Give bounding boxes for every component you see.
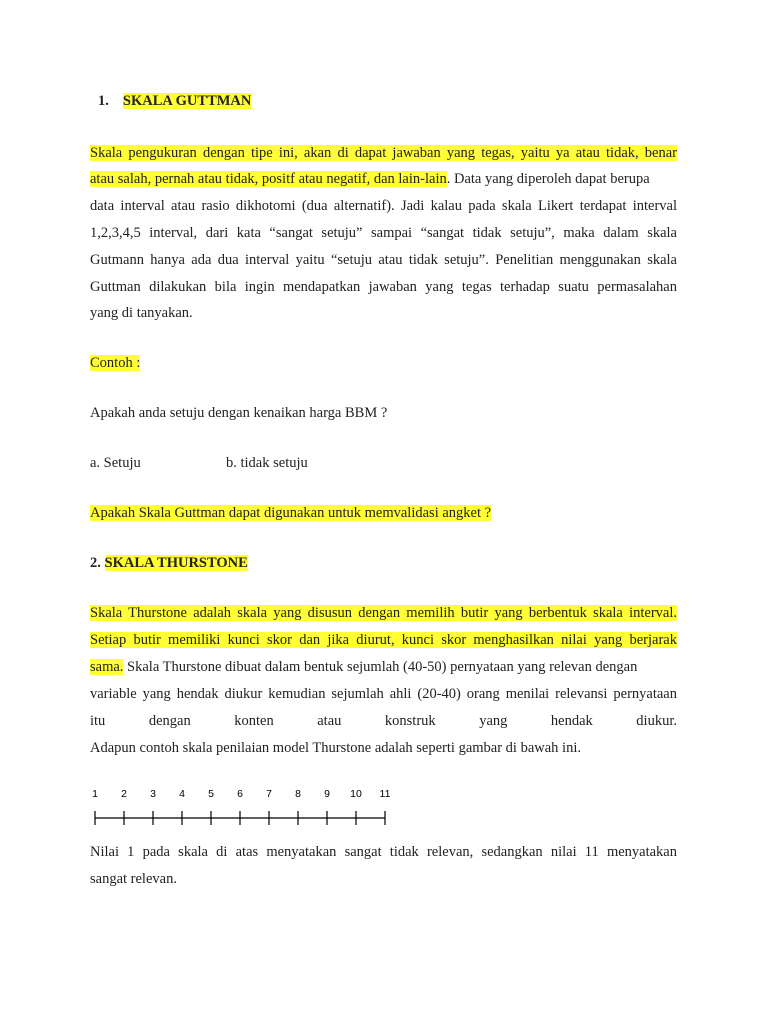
section2-number: 2.: [90, 555, 101, 571]
scale-label-4: 4: [179, 788, 185, 800]
section1-para-line-5: Gutmann hanya ada dua interval yaitu “setuju atau tidak setuju”. Penelitian menggunakan skala: [90, 252, 677, 268]
section1-title: SKALA GUTTMAN: [122, 93, 252, 109]
scale-label-5: 5: [208, 788, 214, 800]
scale-label-1: 1: [92, 788, 98, 800]
scale-label-9: 9: [324, 788, 330, 800]
section2-para-line-2: Setiap butir memiliki kunci skor dan jika diurut, kunci skor menghasilkan nilai yang berjarak: [90, 632, 677, 648]
section2-para-line-3: sama. Skala Thurstone dibuat dalam bentuk sejumlah (40-50) pernyataan yang relevan dengan: [90, 659, 638, 675]
section1-para-line-6: Guttman dilakukan bila ingin mendapatkan jawaban yang tegas terhadap suatu permasalahan: [90, 279, 677, 295]
scale-label-8: 8: [295, 788, 301, 800]
scale-label-6: 6: [237, 788, 243, 800]
scale-label-2: 2: [121, 788, 127, 800]
section2-para-line-4: variable yang hendak diukur kemudian sejumlah ahli (20-40) orang menilai relevansi pernyataan: [90, 686, 677, 702]
section1-para-line-2: atau salah, pernah atau tidak, positf atau negatif, dan lain-lain. Data yang diperoleh dapat berupa: [90, 171, 650, 187]
section1-heading: [98, 93, 251, 110]
highlight-question: Apakah Skala Guttman dapat digunakan untuk memvalidasi angket ?: [90, 505, 492, 521]
thurstone-scale-figure: [88, 788, 393, 828]
section1-para-line-4: 1,2,3,4,5 interval, dari kata “sangat setuju” sampai “sangat tidak setuju”, maka dalam skala: [90, 225, 677, 241]
example-question: Apakah anda setuju dengan kenaikan harga BBM ?: [90, 405, 388, 421]
scale-label-11: 11: [379, 788, 391, 800]
section1-para-line-1: Skala pengukuran dengan tipe ini, akan di dapat jawaban yang tegas, yaitu ya atau tidak, benar: [90, 145, 677, 161]
section2-para-line-5: itu dengan konten atau konstruk yang hendak diukur.: [90, 713, 677, 729]
scale-label-3: 3: [150, 788, 156, 800]
section2-heading: [90, 555, 248, 572]
section1-para-line-3: data interval atau rasio dikhotomi (dua alternatif). Jadi kalau pada skala Likert terdapat interval: [90, 198, 677, 214]
section2-para-line-6: Adapun contoh skala penilaian model Thurstone adalah seperti gambar di bawah ini.: [90, 740, 581, 756]
section2-after-line-1: Nilai 1 pada skala di atas menyatakan sangat tidak relevan, sedangkan nilai 11 menyatakan: [90, 844, 677, 860]
section2-para-line-1: Skala Thurstone adalah skala yang disusun dengan memilih butir yang berbentuk skala interval.: [90, 605, 677, 621]
option-b: b. tidak setuju: [226, 455, 308, 471]
section2-title: SKALA THURSTONE: [104, 555, 248, 571]
section1-number: 1.: [98, 93, 109, 109]
section1-para-line-7: yang di tanyakan.: [90, 305, 193, 321]
example-label: Contoh :: [90, 355, 141, 371]
option-a: a. Setuju: [90, 455, 141, 471]
scale-label-10: 10: [350, 788, 362, 800]
scale-line-svg: [88, 788, 393, 828]
scale-label-7: 7: [266, 788, 272, 800]
section2-after-line-2: sangat relevan.: [90, 871, 177, 887]
